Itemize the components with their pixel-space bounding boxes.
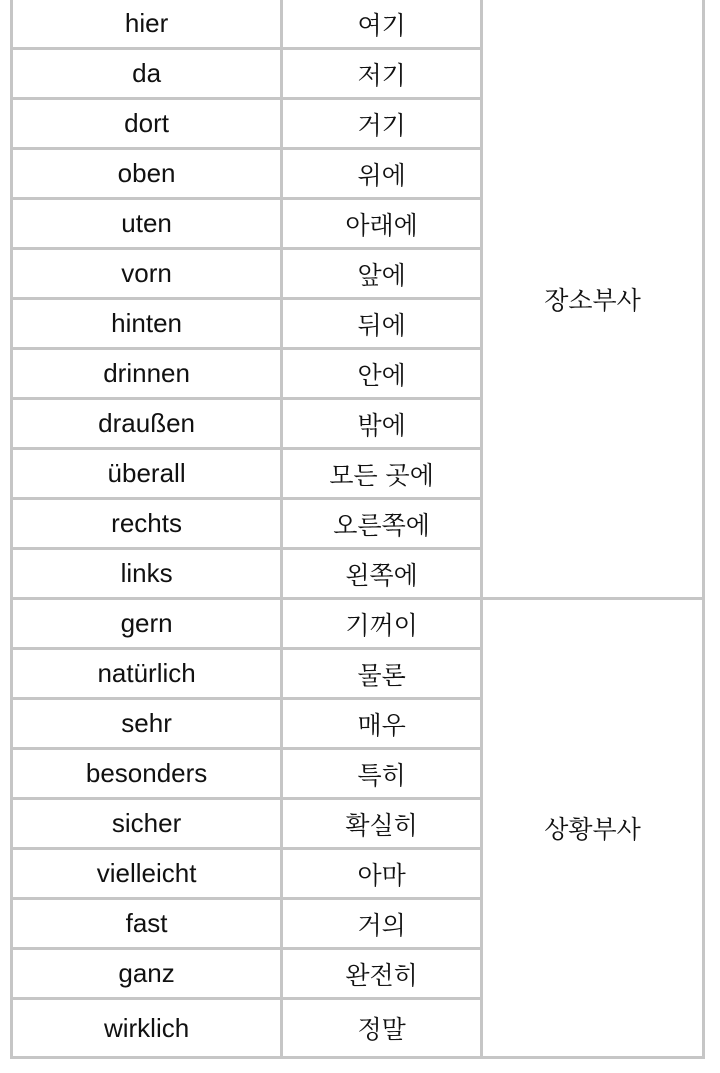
german-word-cell: oben <box>13 150 280 197</box>
german-word-cell: hinten <box>13 300 280 347</box>
german-word-cell: besonders <box>13 750 280 797</box>
german-word-cell: fast <box>13 900 280 947</box>
korean-meaning-cell: 아래에 <box>283 200 480 247</box>
german-word-cell: hier <box>13 0 280 47</box>
adverb-category-cell: 장소부사 <box>483 0 702 597</box>
german-word-cell: uten <box>13 200 280 247</box>
korean-meaning-cell: 밖에 <box>283 400 480 447</box>
korean-meaning-cell: 오른쪽에 <box>283 500 480 547</box>
german-word-cell: ganz <box>13 950 280 997</box>
german-word-cell: rechts <box>13 500 280 547</box>
german-word-cell: sicher <box>13 800 280 847</box>
korean-meaning-cell: 물론 <box>283 650 480 697</box>
german-word-cell: überall <box>13 450 280 497</box>
korean-meaning-cell: 거기 <box>283 100 480 147</box>
korean-meaning-cell: 특히 <box>283 750 480 797</box>
korean-meaning-cell: 앞에 <box>283 250 480 297</box>
korean-meaning-cell: 아마 <box>283 850 480 897</box>
korean-meaning-cell: 여기 <box>283 0 480 47</box>
korean-meaning-cell: 왼쪽에 <box>283 550 480 597</box>
korean-meaning-cell: 매우 <box>283 700 480 747</box>
vocabulary-table-body <box>13 0 702 1056</box>
korean-meaning-cell: 모든 곳에 <box>283 450 480 497</box>
german-word-cell: links <box>13 550 280 597</box>
korean-meaning-cell: 저기 <box>283 50 480 97</box>
german-word-cell: drinnen <box>13 350 280 397</box>
korean-meaning-cell: 확실히 <box>283 800 480 847</box>
korean-meaning-cell: 정말 <box>283 1000 480 1056</box>
german-word-cell: da <box>13 50 280 97</box>
table-row <box>13 0 702 47</box>
korean-meaning-cell: 기꺼이 <box>283 600 480 647</box>
german-word-cell: natürlich <box>13 650 280 697</box>
korean-meaning-cell: 거의 <box>283 900 480 947</box>
korean-meaning-cell: 안에 <box>283 350 480 397</box>
korean-meaning-cell: 위에 <box>283 150 480 197</box>
german-word-cell: draußen <box>13 400 280 447</box>
korean-meaning-cell: 뒤에 <box>283 300 480 347</box>
german-word-cell: wirklich <box>13 1000 280 1056</box>
german-word-cell: gern <box>13 600 280 647</box>
german-word-cell: sehr <box>13 700 280 747</box>
vocabulary-table <box>10 0 705 1059</box>
german-word-cell: dort <box>13 100 280 147</box>
german-word-cell: vielleicht <box>13 850 280 897</box>
korean-meaning-cell: 완전히 <box>283 950 480 997</box>
table-row <box>13 600 702 647</box>
german-word-cell: vorn <box>13 250 280 297</box>
adverb-category-cell: 상황부사 <box>483 600 702 1056</box>
